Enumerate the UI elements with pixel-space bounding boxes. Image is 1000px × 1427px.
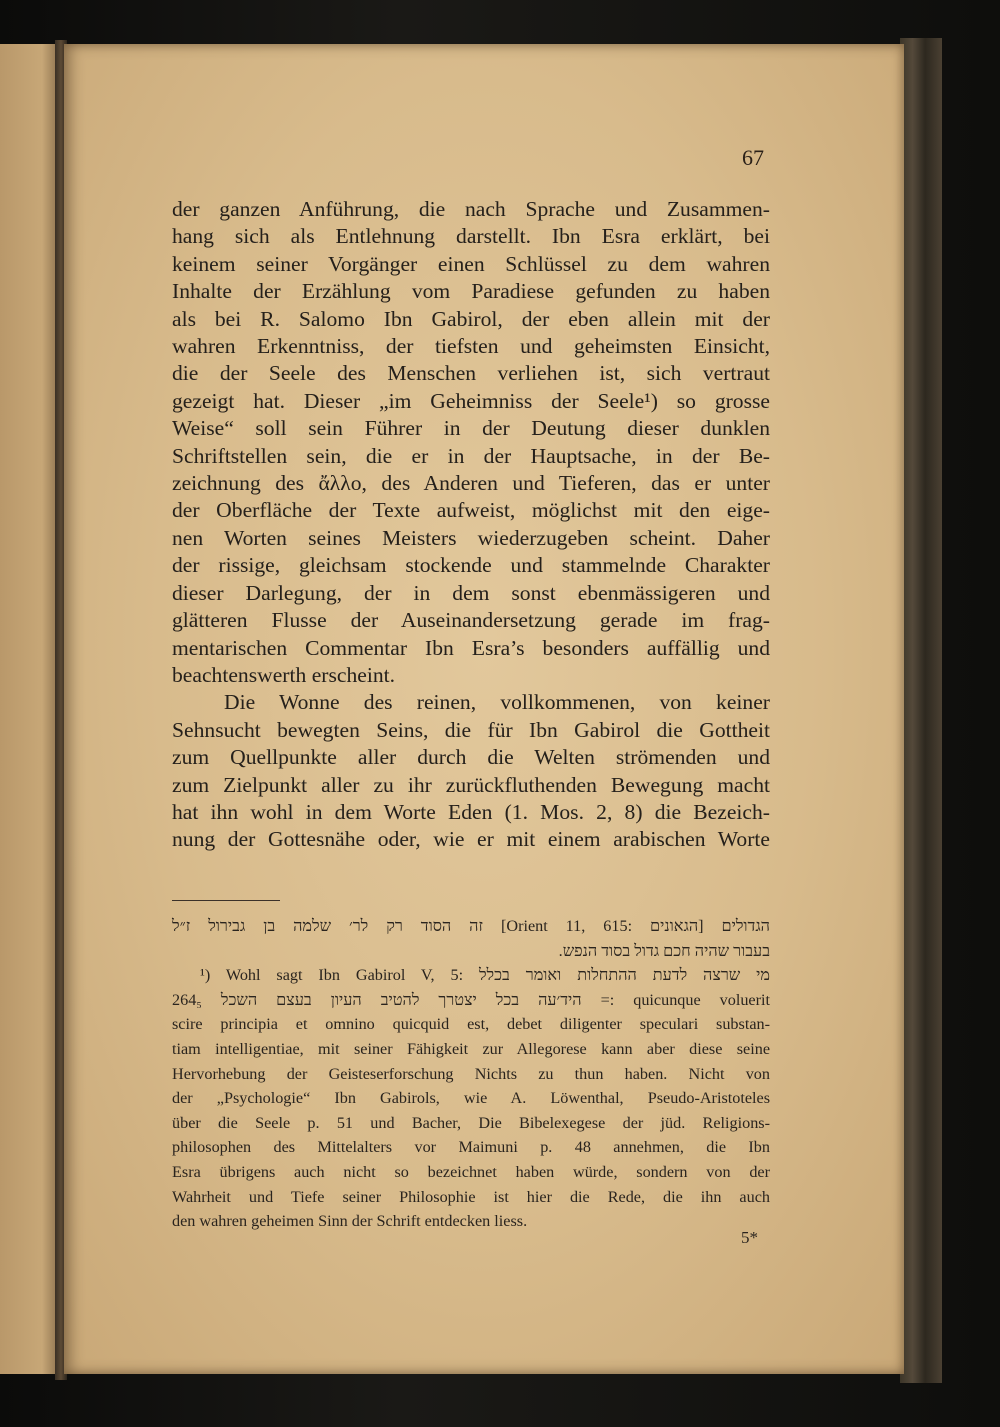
body-line: Inhalte der Erzählung vom Paradiese gefunden zu haben	[172, 279, 770, 304]
body-line: nen Worten seines Meisters wiederzugeben scheint. Daher	[172, 525, 770, 550]
footnote-line: Wahrheit und Tiefe seiner Philosophie ist hier die Rede, die ihn auch	[172, 1187, 770, 1206]
body-line: Die Wonne des reinen, vollkommenen, von keiner	[224, 690, 770, 715]
footnote-line: tiam intelligentiae, mit seiner Fähigkeit zur Allegorese kann aber diese seine	[172, 1039, 770, 1058]
footnote-line: בעבור שהיה חכם גדול בסוד הנפש.	[558, 941, 770, 960]
facing-page-edge	[0, 44, 60, 1374]
body-line: keinem seiner Vorgänger einen Schlüssel zu dem wahren	[172, 251, 770, 276]
body-line: der rissige, gleichsam stockende und stammelnde Charakter	[172, 553, 770, 578]
footnote-line: über die Seele p. 51 und Bacher, Die Bibelexegese der jüd. Religions-	[172, 1113, 770, 1132]
body-line: nung der Gottesnähe oder, wie er mit einem arabischen Worte	[172, 827, 770, 852]
body-line: die der Seele des Menschen verliehen ist, sich vertraut	[172, 361, 770, 386]
body-line: Schriftstellen sein, die er in der Hauptsache, in der Be-	[172, 443, 770, 468]
body-line: hang sich als Entlehnung darstellt. Ibn Esra erklärt, bei	[172, 224, 770, 249]
body-line: beachtenswerth erscheint.	[172, 662, 396, 687]
footnote-line: scire principia et omnino quicquid est, debet diligenter speculari substan-	[172, 1015, 770, 1034]
body-line: Sehnsucht bewegten Seins, die für Ibn Gabirol die Gottheit	[172, 717, 770, 742]
body-line: mentarischen Commentar Ibn Esra’s besonders auffällig und	[172, 635, 770, 660]
body-line: hat ihn wohl in dem Worte Eden (1. Mos. 2, 8) die Bezeich-	[172, 799, 770, 824]
footnote-line: philosophen des Mittelalters vor Maimuni p. 48 annehmen, die Ibn	[172, 1138, 770, 1157]
body-text	[172, 196, 770, 854]
page-number: 67	[742, 145, 764, 170]
body-line: wahren Erkenntniss, der tiefsten und geheimsten Einsicht,	[172, 334, 770, 359]
footnote-line: Hervorhebung der Geisteserforschung Nichts zu thun haben. Nicht von	[172, 1064, 770, 1083]
body-line: dieser Darlegung, der in dem sonst ebenmässigeren und	[172, 580, 770, 605]
footnote-line: den wahren geheimen Sinn der Schrift entdecken liess.	[172, 1212, 528, 1231]
body-line: Weise“ soll sein Führer in der Deutung dieser dunklen	[172, 416, 770, 441]
footnote-line: ¹) Wohl sagt Ibn Gabirol V, 5: מי שרצה לדעת ההתחלות ואומר בכלל	[200, 966, 770, 985]
body-line: zum Zielpunkt aller zu ihr zurückfluthenden Bewegung macht	[172, 772, 770, 797]
book-page	[64, 44, 904, 1374]
body-line: zeichnung des ἄλλο, des Anderen und Tieferen, das er unter	[172, 471, 770, 496]
body-line: der Oberfläche der Texte aufweist, möglichst mit den eige-	[172, 498, 770, 523]
book-cover-edge	[900, 38, 942, 1383]
body-line: zum Quellpunkte aller durch die Welten strömenden und	[172, 745, 770, 770]
body-line: glätteren Flusse der Auseinandersetzung gerade im frag-	[172, 608, 770, 633]
footnote-line: הגדולים [הגאונים :Orient 11, 615] זה הסוד רק לר׳ שלמה בן גבירול ז״ל	[172, 917, 770, 935]
footnotes	[172, 914, 770, 1234]
signature-mark: 5*	[741, 1228, 758, 1247]
body-line: der ganzen Anführung, die nach Sprache und Zusammen-	[172, 197, 770, 221]
body-line: als bei R. Salomo Ibn Gabirol, der eben allein mit der	[172, 306, 770, 331]
footnote-separator	[172, 900, 280, 901]
footnote-line: Esra übrigens auch nicht so bezeichnet haben würde, sondern von der	[172, 1162, 770, 1181]
footnote-line: היד׳עה בכל יצטרך להטיב העיון בעצם השכל 264₅ =: quicunque voluerit	[172, 990, 771, 1009]
body-line: gezeigt hat. Dieser „im Geheimniss der Seele¹) so grosse	[172, 388, 770, 413]
footnote-line: der „Psychologie“ Ibn Gabirols, wie A. Löwenthal, Pseudo-Aristoteles	[172, 1089, 770, 1108]
